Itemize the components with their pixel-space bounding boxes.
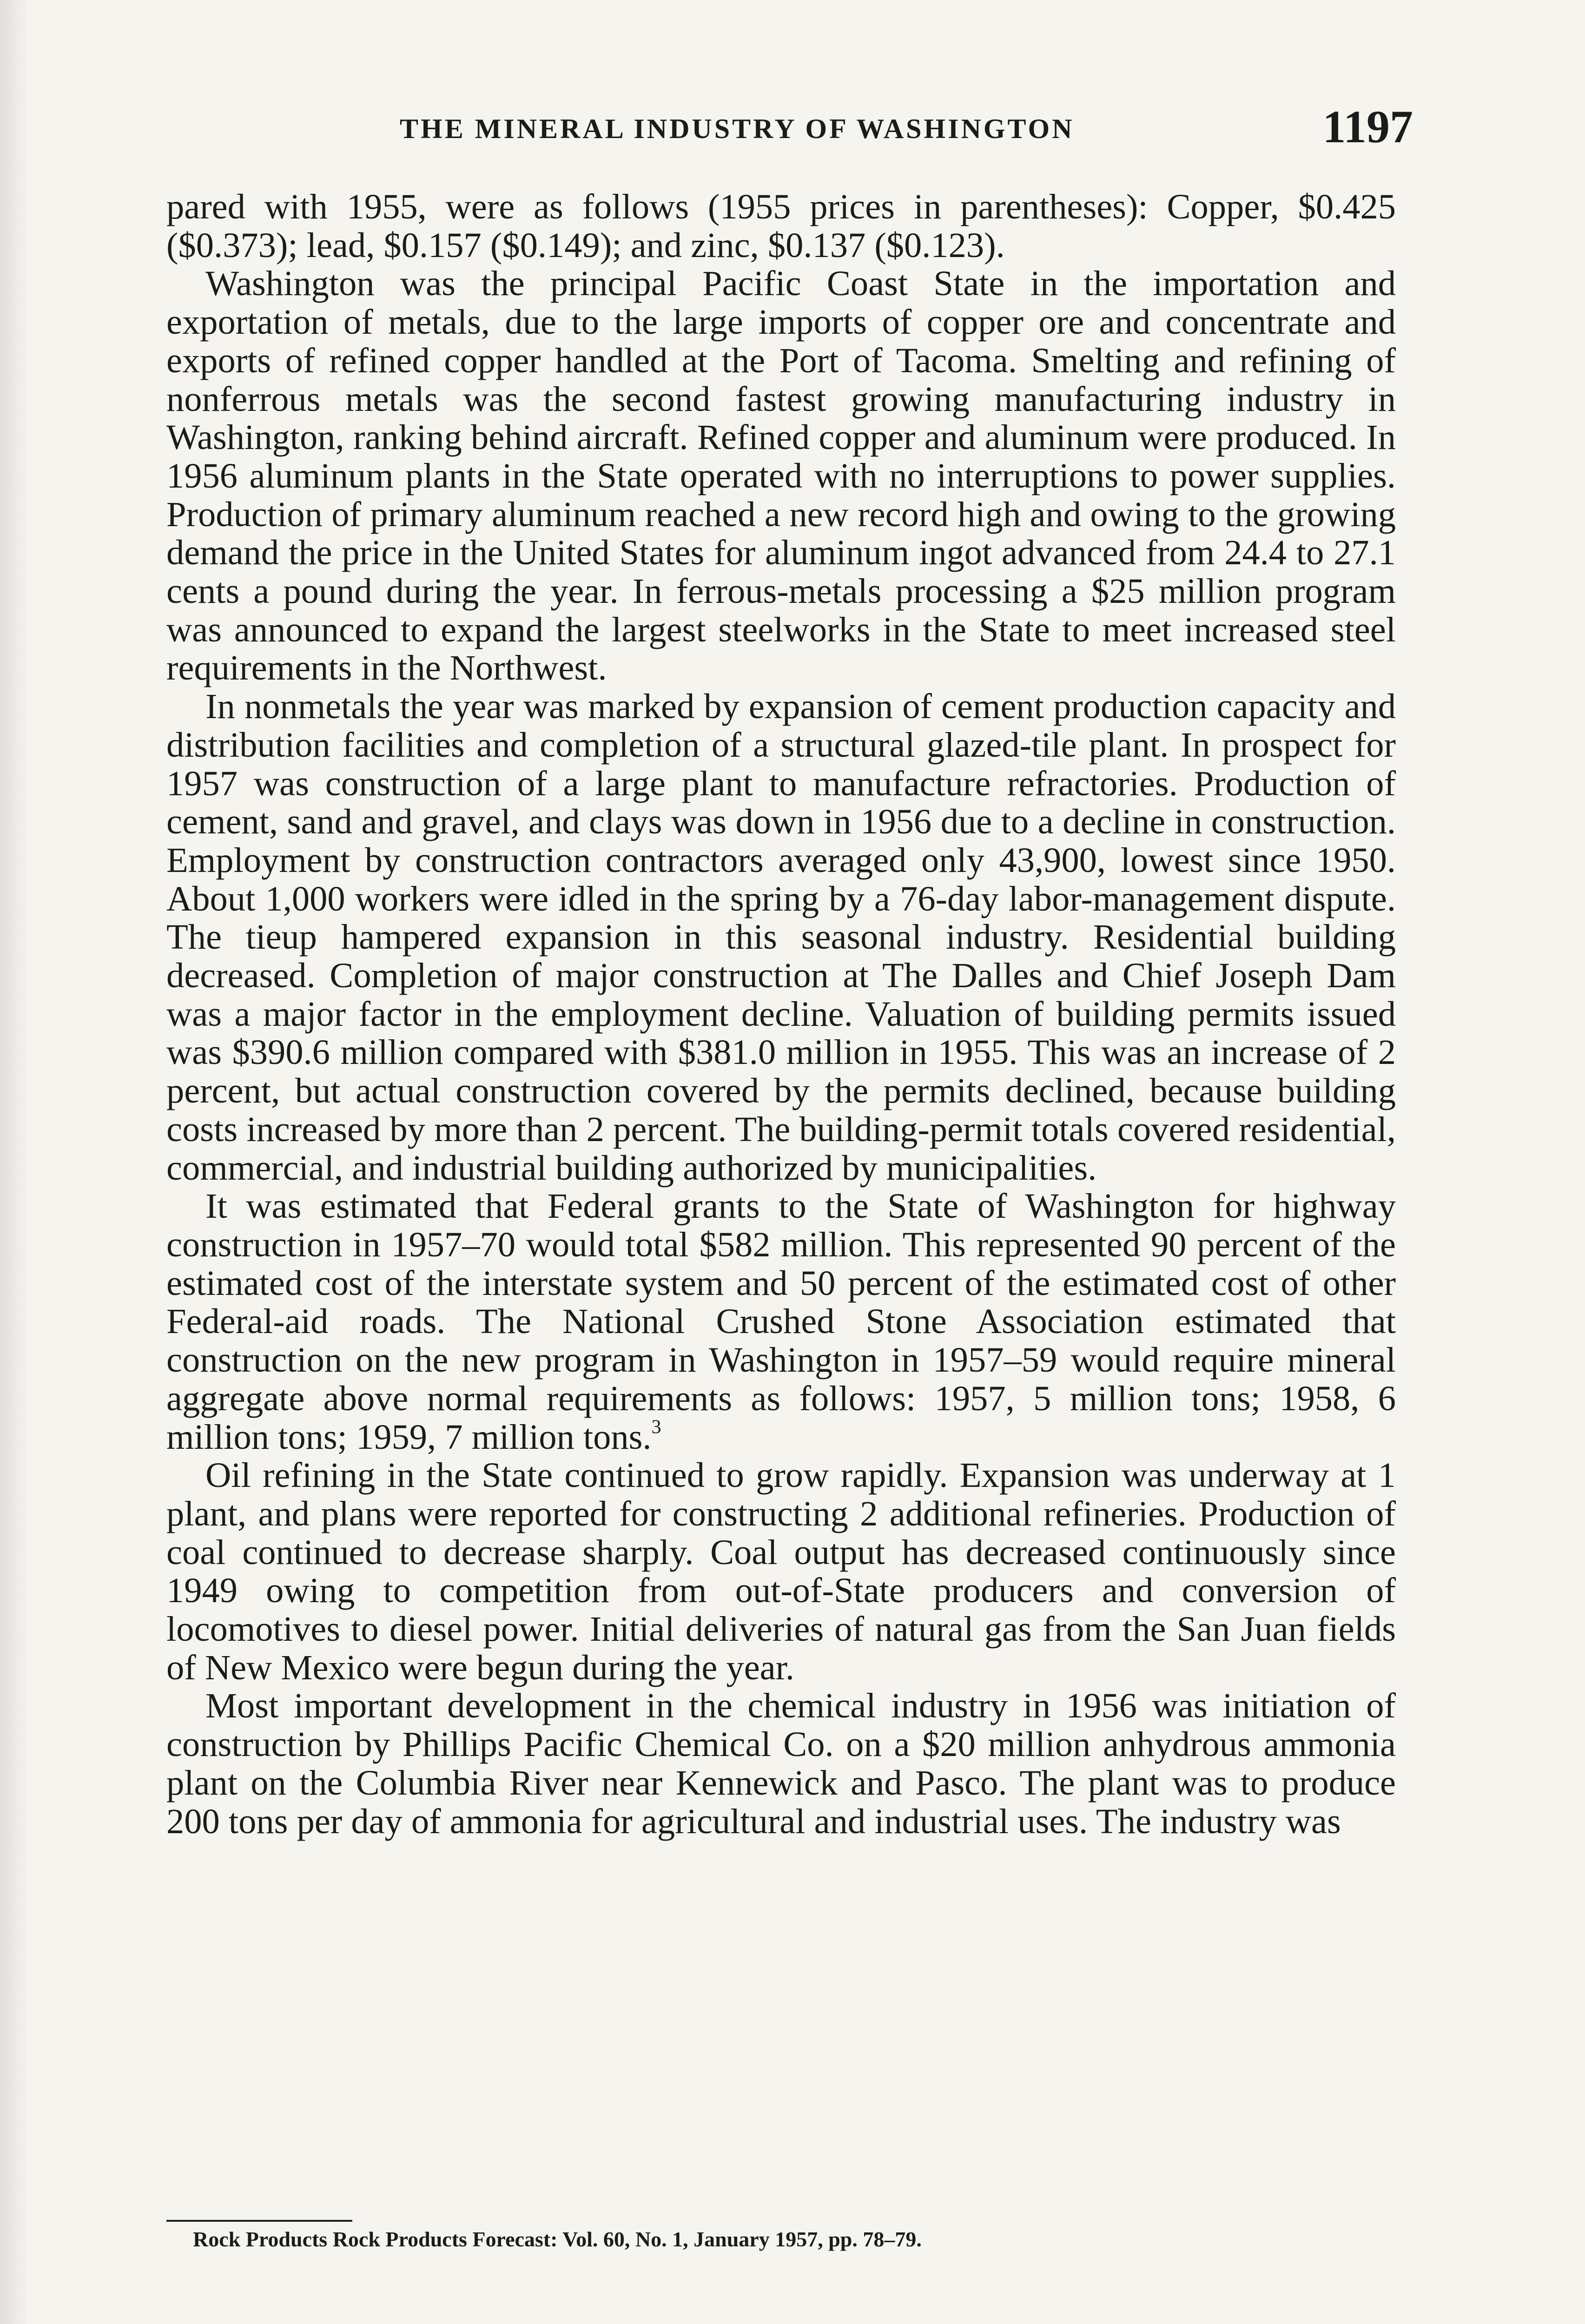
body-text [166,188,1396,1841]
paragraph-highway-grants [166,1187,1396,1456]
paragraph-continuation: pared with 1955, were as follows (1955 prices in parentheses): Copper, $0.425 ($0.373); lead, $0.157 ($0.149); and zinc, $0.137 ($0.123). [166,187,1396,265]
footnote: Rock Products Rock Products Forecast: Vol. 60, No. 1, January 1957, pp. 78–79. [193,2227,922,2251]
page-number: 1197 [1322,101,1413,152]
running-title: THE MINERAL INDUSTRY OF WASHINGTON [400,113,1075,144]
paragraph-highway-grants-text: It was estimated that Federal grants to the State of Washington for highway construction in 1957–70 would total $582 million. This represented 90 percent of the estimated cost of the interstate system and 50 percent of the estimated cost of other Federal-aid roads. The National Crushed Stone Association estimated that construction on the new program in Washington in 1957–59 would require mineral aggregate above normal requirements as follows: 1957, 5 million tons; 1958, 6 million tons; 1959, 7 million tons. [166,1186,1396,1457]
paragraph-chemical-industry: Most important development in the chemical industry in 1956 was initiation of construction by Phillips Pacific Chemical Co. on a $20 million anhydrous ammonia plant on the Columbia River near Kennewick and Pasco. The plant was to produce 200 tons per day of ammonia for agricultural and industrial uses. The industry was [166,1686,1396,1841]
scan-binding-edge [0,0,28,2324]
paragraph-metals: Washington was the principal Pacific Coast State in the importation and exportation of metals, due to the large imports of copper ore and concentrate and exports of refined copper handled at the Port of Tacoma. Smelting and refining of nonferrous metals was the second fastest growing manufacturing industry in Washington, ranking behind aircraft. Refined copper and aluminum were produced. In 1956 aluminum plants in the State operated with no interruptions to power supplies. Production of primary aluminum reached a new record high and owing to the growing demand the price in the United States for aluminum ingot advanced from 24.4 to 27.1 cents a pound during the year. In ferrous-metals processing a $25 million program was announced to expand the largest steelworks in the State to meet increased steel requirements in the Northwest. [166,264,1396,688]
running-header [400,100,1413,156]
footnote-reference: 3 [651,1416,661,1438]
paragraph-nonmetals: In nonmetals the year was marked by expansion of cement production capacity and distribution facilities and completion of a structural glazed-tile plant. In prospect for 1957 was construction of a large plant to manufacture refractories. Production of cement, sand and gravel, and clays was down in 1956 due to a decline in construction. Employment by construction contractors averaged only 43,900, lowest since 1950. About 1,000 workers were idled in the spring by a 76-day labor-management dispute. The tieup hampered expansion in this seasonal industry. Residential building decreased. Completion of major construction at The Dalles and Chief Joseph Dam was a major factor in the employment decline. Valuation of building permits issued was $390.6 million compared with $381.0 million in 1955. This was an increase of 2 percent, but actual construction covered by the permits declined, because building costs increased by more than 2 percent. The building-permit totals covered residential, commercial, and industrial building authorized by municipalities. [166,687,1396,1188]
footnote-rule [166,2220,352,2222]
paragraph-oil-coal-gas: Oil refining in the State continued to grow rapidly. Expansion was underway at 1 plant, and plans were reported for constructing 2 additional refineries. Production of coal continued to decrease sharply. Coal output has decreased continuously since 1949 owing to competition from out-of-State producers and conversion of locomotives to diesel power. Initial deliveries of natural gas from the San Juan fields of New Mexico were begun during the year. [166,1455,1396,1687]
